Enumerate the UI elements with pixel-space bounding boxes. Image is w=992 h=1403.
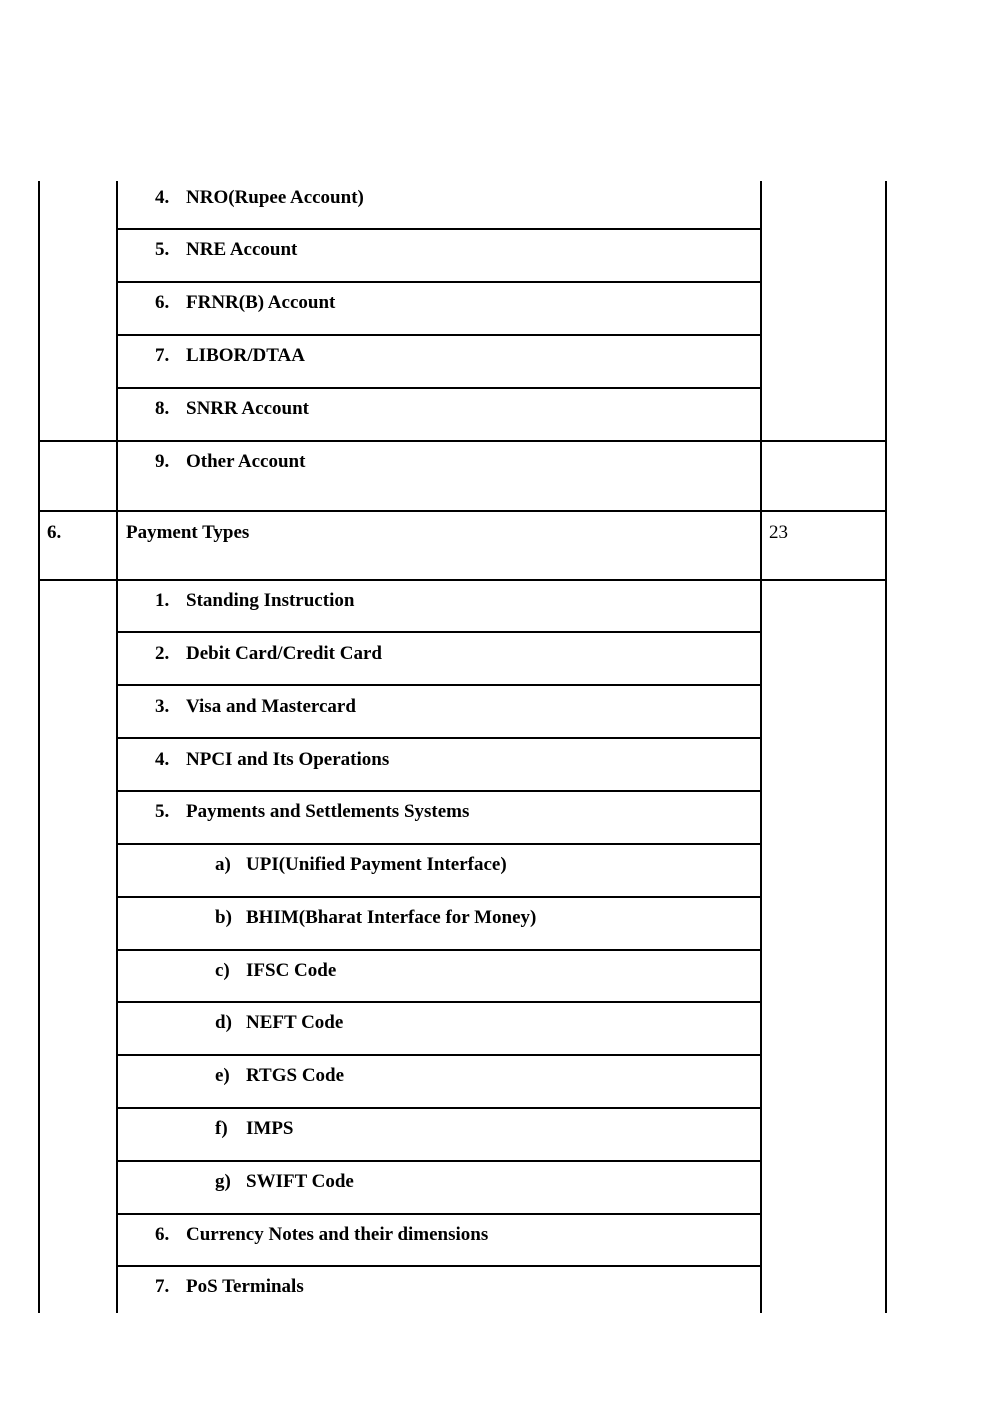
table-row-divider — [116, 1160, 762, 1162]
item-label: SNRR Account — [186, 398, 309, 419]
list-item — [118, 239, 758, 269]
table-row-divider — [116, 387, 762, 389]
item-label: UPI(Unified Payment Interface) — [246, 854, 507, 875]
list-item — [118, 451, 758, 481]
section-title: Payment Types — [126, 522, 250, 543]
item-number: 8. — [155, 398, 170, 419]
section-page-number: 23 — [769, 522, 788, 543]
sub-list-item — [118, 1012, 758, 1042]
table-row-divider — [116, 1001, 762, 1003]
sub-list-item — [118, 1065, 758, 1095]
sub-list-item — [118, 854, 758, 884]
item-label: Currency Notes and their dimensions — [186, 1224, 489, 1245]
item-label: RTGS Code — [246, 1065, 345, 1086]
table-row-divider — [116, 684, 762, 686]
item-label: FRNR(B) Account — [186, 292, 336, 313]
item-number: 5. — [155, 239, 170, 260]
item-label: Debit Card/Credit Card — [186, 643, 382, 664]
item-number: a) — [215, 854, 231, 875]
list-item — [118, 345, 758, 375]
table-row-divider — [116, 1107, 762, 1109]
table-row-divider — [116, 949, 762, 951]
section-number: 6. — [47, 522, 62, 543]
table-row-divider — [116, 737, 762, 739]
item-number: e) — [215, 1065, 230, 1086]
list-item — [118, 643, 758, 673]
table-row-divider — [116, 896, 762, 898]
table-row-divider — [116, 228, 762, 230]
item-number: 6. — [155, 292, 170, 313]
item-number: c) — [215, 960, 230, 981]
item-number: 2. — [155, 643, 170, 664]
item-number: 9. — [155, 451, 170, 472]
item-number: 7. — [155, 345, 170, 366]
list-item — [118, 749, 758, 779]
item-label: Other Account — [186, 451, 306, 472]
table-row-divider — [116, 334, 762, 336]
item-number: 4. — [155, 749, 170, 770]
list-item — [118, 1276, 758, 1306]
item-number: f) — [215, 1118, 228, 1139]
table-border-right — [885, 181, 887, 1313]
list-item — [118, 398, 758, 428]
sub-list-item — [118, 1171, 758, 1201]
list-item — [118, 801, 758, 831]
item-number: b) — [215, 907, 232, 928]
item-number: 1. — [155, 590, 170, 611]
table-row-divider — [116, 631, 762, 633]
list-item — [118, 590, 758, 620]
table-row-divider — [116, 281, 762, 283]
table-row-divider — [38, 579, 887, 581]
item-label: BHIM(Bharat Interface for Money) — [246, 907, 537, 928]
table-row-divider — [38, 440, 887, 442]
item-number: g) — [215, 1171, 231, 1192]
sub-list-item — [118, 1118, 758, 1148]
item-number: 7. — [155, 1276, 170, 1297]
table-row-divider — [116, 1213, 762, 1215]
table-row-divider — [116, 843, 762, 845]
item-label: IFSC Code — [246, 960, 337, 981]
list-item — [118, 696, 758, 726]
sub-list-item — [118, 907, 758, 937]
list-item — [118, 187, 758, 217]
table-row-divider — [38, 510, 887, 512]
item-label: Visa and Mastercard — [186, 696, 356, 717]
table-row-divider — [116, 790, 762, 792]
item-label: NEFT Code — [246, 1012, 344, 1033]
table-row-divider — [116, 1265, 762, 1267]
item-label: Payments and Settlements Systems — [186, 801, 470, 822]
item-number: d) — [215, 1012, 232, 1033]
item-label: LIBOR/DTAA — [186, 345, 305, 366]
list-item — [118, 292, 758, 322]
table-column-divider — [760, 181, 762, 1313]
item-label: NRO(Rupee Account) — [186, 187, 364, 208]
list-item — [118, 1224, 758, 1254]
item-number: 5. — [155, 801, 170, 822]
item-label: PoS Terminals — [186, 1276, 304, 1297]
item-number: 6. — [155, 1224, 170, 1245]
item-number: 4. — [155, 187, 170, 208]
table-border-left — [38, 181, 40, 1313]
item-label: Standing Instruction — [186, 590, 355, 611]
item-label: SWIFT Code — [246, 1171, 354, 1192]
item-label: NPCI and Its Operations — [186, 749, 390, 770]
item-label: NRE Account — [186, 239, 298, 260]
item-label: IMPS — [246, 1118, 294, 1139]
sub-list-item — [118, 960, 758, 990]
table-row-divider — [116, 1054, 762, 1056]
item-number: 3. — [155, 696, 170, 717]
